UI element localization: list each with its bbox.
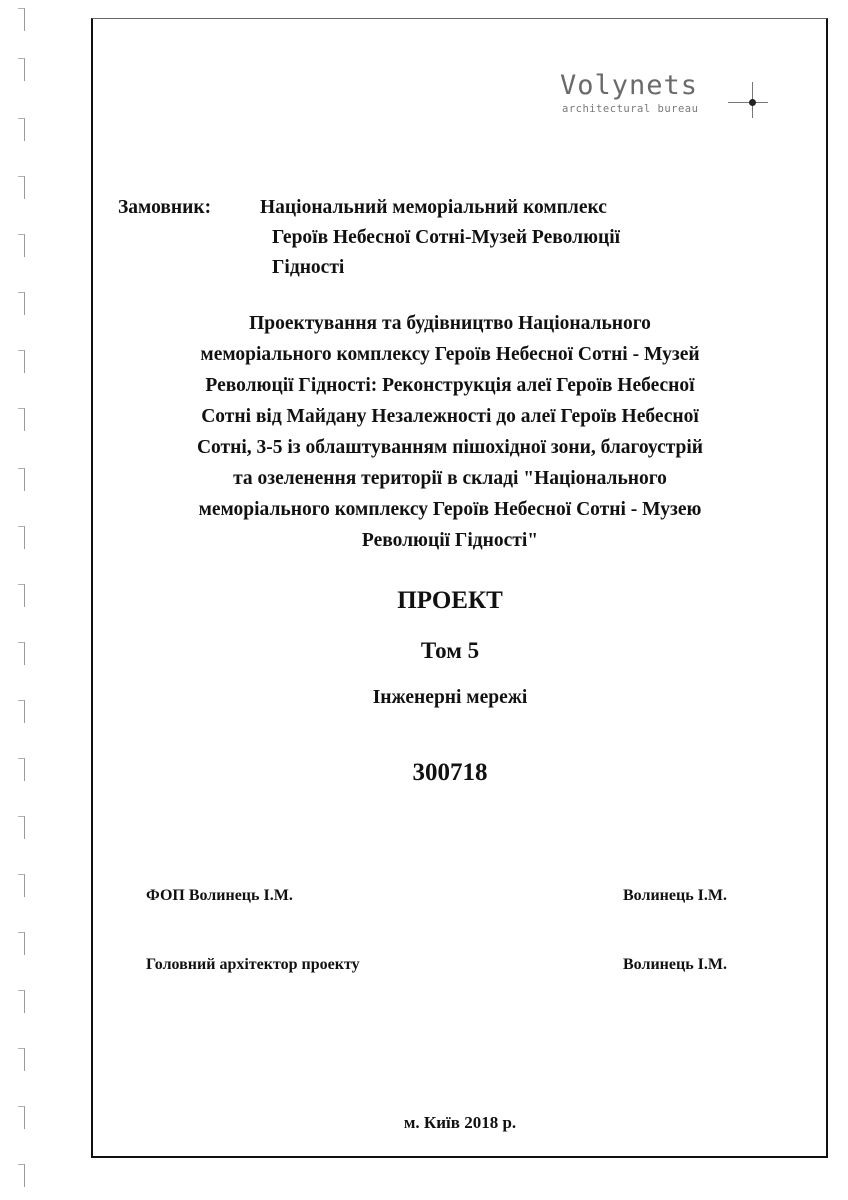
project-code: 300718 — [412, 759, 488, 786]
signature-role: ФОП Волинець І.М. — [146, 887, 293, 904]
logo-crosshair-horizontal — [728, 102, 768, 103]
project-title-line: Революції Гідності" — [361, 530, 539, 551]
signature-role: Головний архітектор проекту — [146, 956, 360, 973]
logo-name: Volynets — [560, 70, 699, 101]
volume-number: Том 5 — [420, 638, 480, 663]
document-type: ПРОЕКТ — [397, 587, 503, 614]
signature-name: Волинець І.М. — [623, 887, 727, 904]
bureau-logo — [560, 70, 780, 130]
customer-line: Гідності — [272, 257, 345, 278]
logo-dot — [749, 99, 756, 106]
binding-marks — [10, 0, 30, 1200]
project-title-line: Проектування та будівництво Національного — [249, 313, 651, 334]
project-title-line: Сотні від Майдану Незалежності до алеї Героїв Небесної — [201, 406, 699, 427]
customer-name — [260, 193, 780, 283]
project-title-line: Сотні, 3-5 із облаштуванням пішохідної зони, благоустрій — [196, 437, 704, 458]
signature-name: Волинець І.М. — [623, 956, 727, 973]
section-title: Інженерні мережі — [372, 687, 528, 708]
customer-line: Героїв Небесної Сотні-Музей Революції — [272, 227, 621, 248]
customer-label: Замовник: — [118, 197, 212, 218]
project-title-line: меморіального комплексу Героїв Небесної Сотні - Музею — [198, 499, 702, 520]
project-title-line: та озеленення території в складі "Національного — [233, 468, 667, 489]
city-year: м. Київ 2018 р. — [403, 1113, 517, 1132]
project-title-line: меморіального комплексу Героїв Небесної Сотні - Музей — [200, 344, 700, 365]
project-title — [100, 308, 800, 556]
customer-line: Національний меморіальний комплекс — [260, 197, 607, 218]
project-title-line: Революції Гідності: Реконструкція алеї Героїв Небесної — [205, 375, 695, 396]
logo-subtitle: architectural bureau — [562, 103, 699, 115]
